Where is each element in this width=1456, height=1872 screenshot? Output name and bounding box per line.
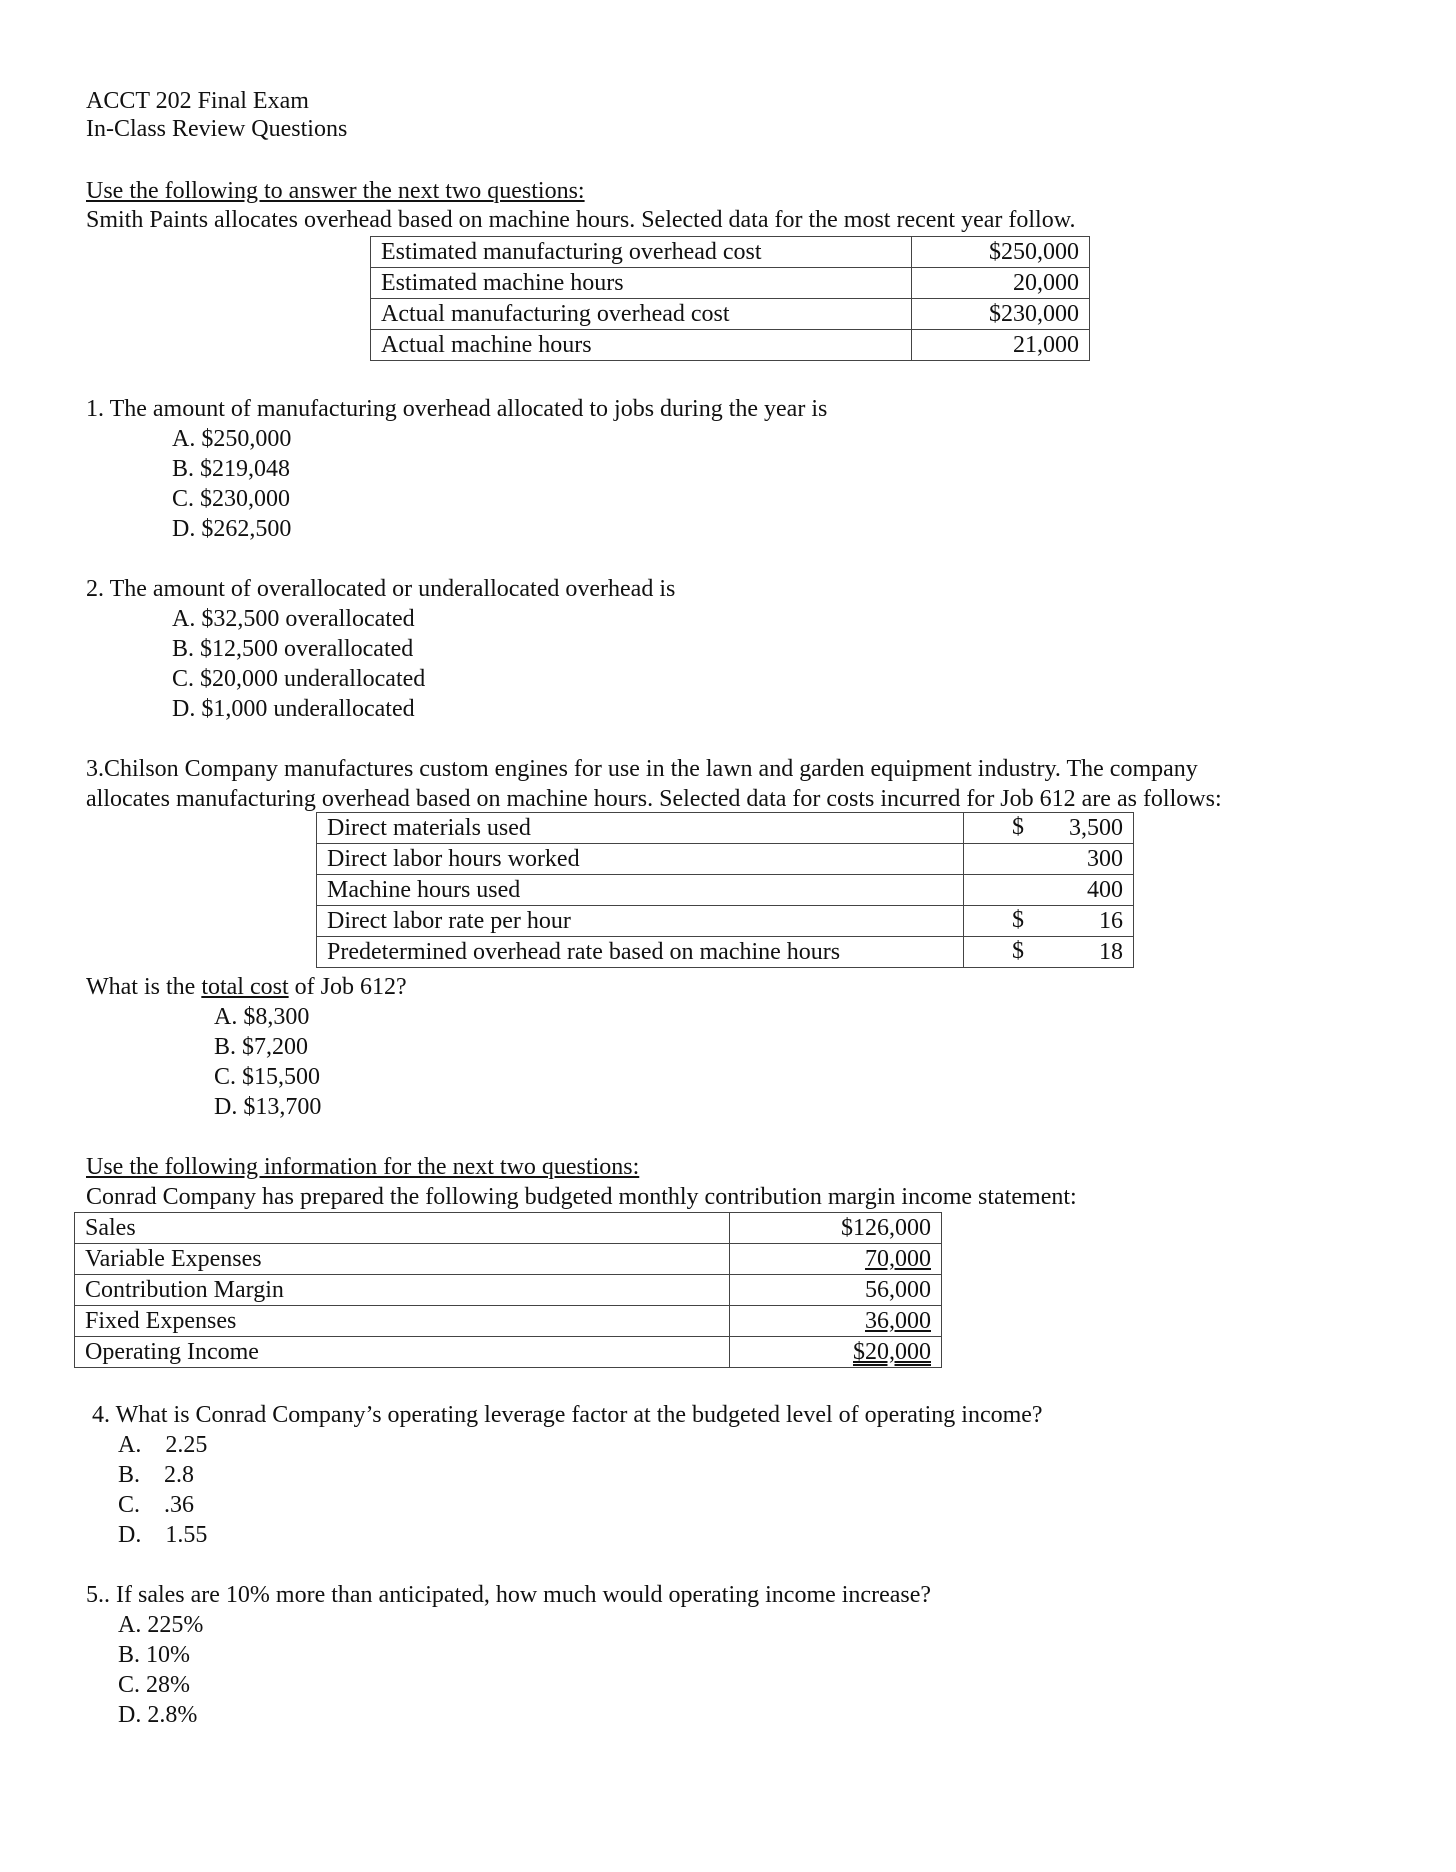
option-d: D. $13,700 (214, 1094, 322, 1120)
option-b: B. $219,048 (172, 456, 291, 482)
option-a: A. 225% (118, 1612, 204, 1638)
row-label: Actual manufacturing overhead cost (371, 299, 912, 330)
row-label: Direct materials used (317, 813, 964, 844)
row-value-cell (964, 937, 1134, 968)
row-value: 70,000 (865, 1246, 931, 1272)
table-row (317, 937, 1134, 968)
question-2-stem: 2. The amount of overallocated or underallocated overhead is (86, 576, 676, 602)
table-row (317, 813, 1134, 844)
question-1-options (172, 424, 291, 544)
option-c: C. $20,000 underallocated (172, 666, 426, 692)
dollar-sign: $ (1012, 907, 1024, 933)
row-label: Direct labor hours worked (317, 844, 964, 875)
option-a: A. $32,500 overallocated (172, 606, 415, 632)
row-label: Estimated machine hours (371, 268, 912, 299)
table-row (75, 1337, 942, 1368)
option-b: B. 10% (118, 1642, 190, 1668)
row-label: Machine hours used (317, 875, 964, 906)
row-value: 18 (1099, 939, 1123, 965)
table-row (371, 268, 1090, 299)
question-3-question (86, 972, 407, 1002)
section2-text: Conrad Company has prepared the following budgeted monthly contribution margin income statement: (86, 1184, 1077, 1210)
document-subtitle: In-Class Review Questions (86, 116, 348, 142)
income-statement-table (74, 1212, 942, 1368)
option-c: C. 28% (118, 1672, 190, 1698)
row-value: 20,000 (912, 268, 1090, 299)
question-5-stem: 5.. If sales are 10% more than anticipated, how much would operating income increase? (86, 1582, 932, 1608)
option-d: D. $262,500 (172, 516, 292, 542)
row-value-cell (964, 875, 1134, 906)
course-title: ACCT 202 Final Exam (86, 88, 309, 114)
question-1-stem: 1. The amount of manufacturing overhead allocated to jobs during the year is (86, 396, 828, 422)
table-row (317, 906, 1134, 937)
option-b: B. $7,200 (214, 1034, 309, 1060)
job-612-data-table (316, 812, 1134, 968)
option-c: C. .36 (118, 1492, 195, 1518)
option-c: C. $230,000 (172, 486, 291, 512)
row-value: $20,000 (853, 1339, 931, 1365)
question-2-options (172, 604, 425, 724)
section1-text: Smith Paints allocates overhead based on machine hours. Selected data for the most recent year follow. (86, 207, 1076, 233)
option-a: A. $8,300 (214, 1004, 310, 1030)
question-4-stem: 4. What is Conrad Company’s operating leverage factor at the budgeted level of operating income? (92, 1402, 1043, 1428)
row-value-cell (964, 844, 1134, 875)
table-row (75, 1275, 942, 1306)
option-d: D. 2.8% (118, 1702, 198, 1728)
row-value: 400 (1087, 877, 1123, 903)
table-row (75, 1244, 942, 1275)
row-label: Sales (75, 1213, 730, 1244)
section2-intro: Use the following information for the next two questions: (86, 1154, 640, 1180)
row-label: Actual machine hours (371, 330, 912, 361)
option-a: A. $250,000 (172, 426, 292, 452)
row-label: Fixed Expenses (75, 1306, 730, 1337)
option-b: B. $12,500 overallocated (172, 636, 414, 662)
dollar-sign: $ (1012, 814, 1024, 840)
row-value: $126,000 (730, 1213, 942, 1244)
row-value-cell (730, 1244, 942, 1275)
row-value-cell (964, 813, 1134, 844)
row-label: Variable Expenses (75, 1244, 730, 1275)
section1-intro: Use the following to answer the next two questions: (86, 178, 585, 204)
row-value-cell (964, 906, 1134, 937)
table-row (75, 1213, 942, 1244)
row-label: Contribution Margin (75, 1275, 730, 1306)
question-3-text-underlined: total cost (201, 974, 289, 1000)
row-label: Predetermined overhead rate based on machine hours (317, 937, 964, 968)
table-row (75, 1306, 942, 1337)
dollar-sign: $ (1012, 938, 1024, 964)
row-value: 300 (1087, 846, 1123, 872)
question-5-options (118, 1610, 203, 1730)
question-3-options (214, 1002, 321, 1122)
question-4-options (118, 1430, 207, 1550)
row-value: $250,000 (912, 237, 1090, 268)
row-value: 56,000 (730, 1275, 942, 1306)
question-3-stem-line1: 3.Chilson Company manufactures custom engines for use in the lawn and garden equipment industry. The company (86, 756, 1198, 782)
table-row (317, 844, 1134, 875)
row-label: Direct labor rate per hour (317, 906, 964, 937)
row-label: Estimated manufacturing overhead cost (371, 237, 912, 268)
table-row (317, 875, 1134, 906)
question-3-text-pre: What is the (86, 974, 202, 1000)
table-row (371, 299, 1090, 330)
option-d: D. 1.55 (118, 1522, 208, 1548)
question-3-stem-line2: allocates manufacturing overhead based on machine hours. Selected data for costs incurred for Job 612 are as follows: (86, 786, 1222, 812)
row-value: 3,500 (1069, 815, 1123, 841)
row-value: 16 (1099, 908, 1123, 934)
option-c: C. $15,500 (214, 1064, 321, 1090)
row-label: Operating Income (75, 1337, 730, 1368)
table-row (371, 330, 1090, 361)
option-a: A. 2.25 (118, 1432, 208, 1458)
row-value: $230,000 (912, 299, 1090, 330)
row-value: 21,000 (912, 330, 1090, 361)
question-3-text-post: of Job 612? (288, 974, 407, 1000)
row-value-cell (730, 1337, 942, 1368)
table-row (371, 237, 1090, 268)
row-value-cell (730, 1306, 942, 1337)
smith-paints-data-table (370, 236, 1090, 361)
row-value: 36,000 (865, 1308, 931, 1334)
option-b: B. 2.8 (118, 1462, 195, 1488)
option-d: D. $1,000 underallocated (172, 696, 415, 722)
